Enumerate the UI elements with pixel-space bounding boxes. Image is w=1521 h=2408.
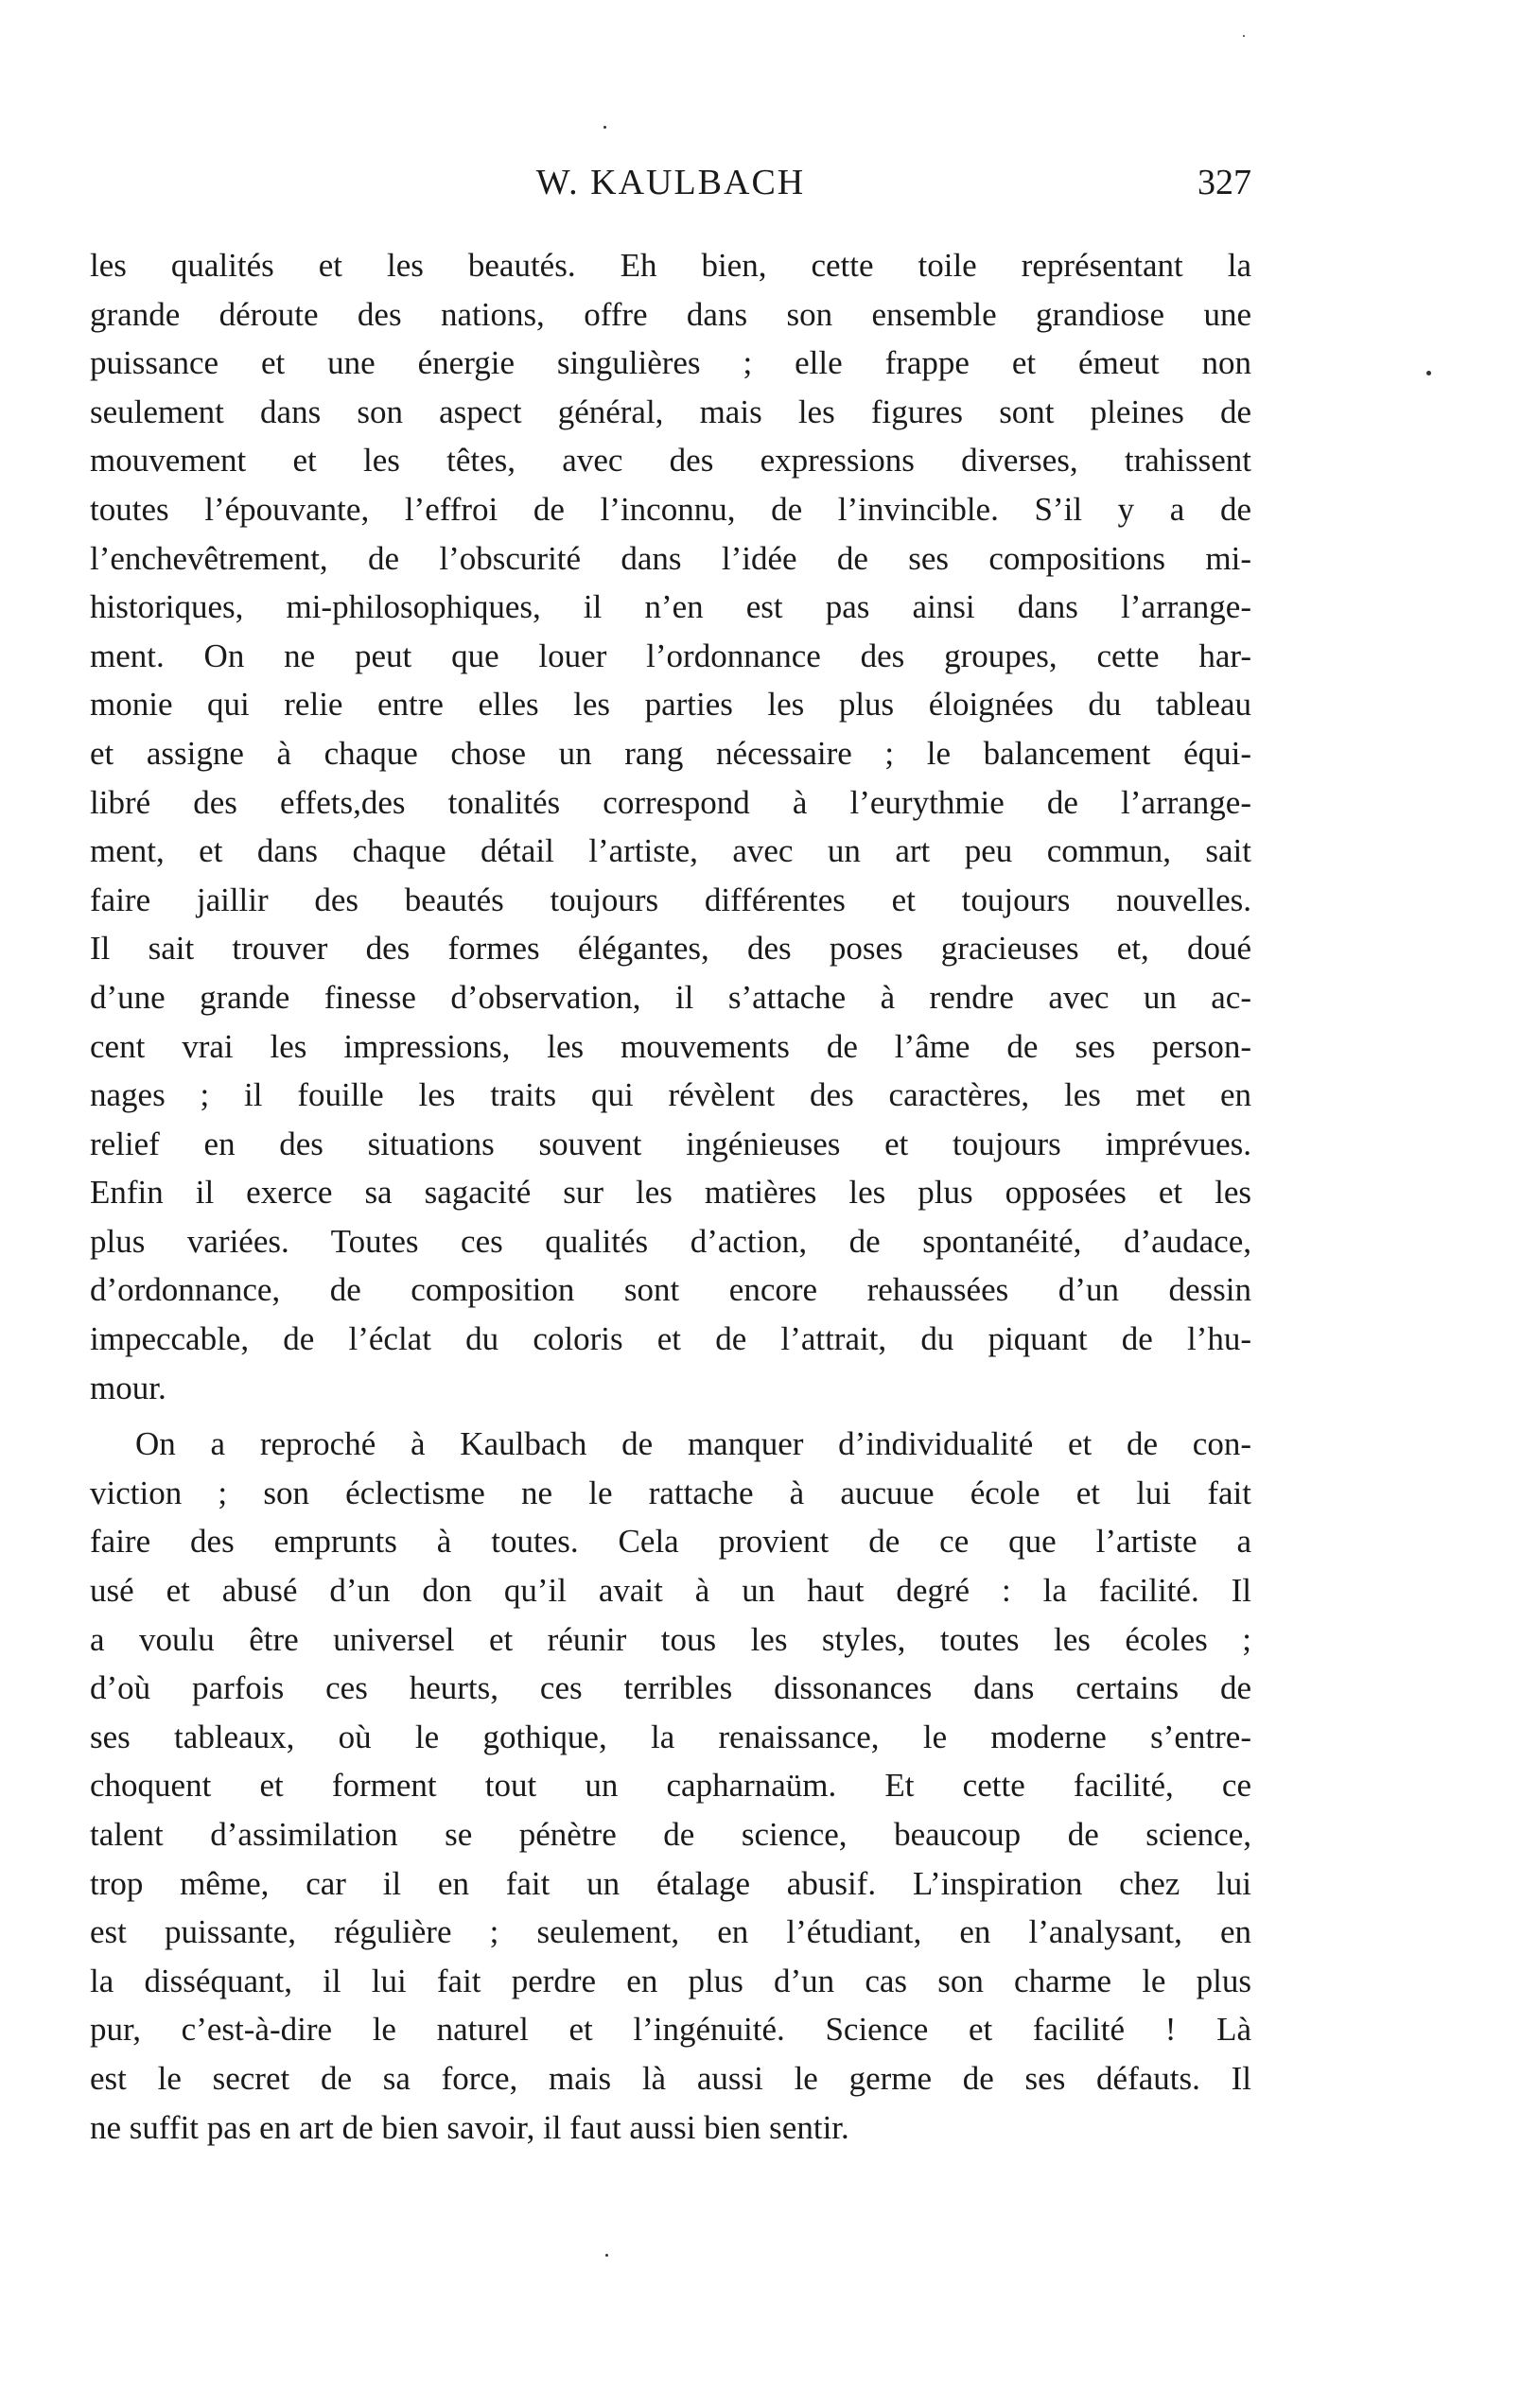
paragraph [90, 1420, 1251, 2152]
text-line: viction ; son éclectisme ne le rattache à aucuue école et lui fait [90, 1474, 1251, 1511]
text-line: plus variées. Toutes ces qualités d’action, de spontanéité, d’audace, [90, 1222, 1251, 1260]
print-speck [605, 2254, 608, 2257]
paragraph-gap [90, 1412, 1251, 1420]
text-line: mour. [90, 1369, 166, 1406]
text-line: trop même, car il en fait un étalage abusif. L’inspiration chez lui [90, 1864, 1251, 1902]
text-line: On a reproché à Kaulbach de manquer d’individualité et de con- [135, 1425, 1251, 1463]
text-line: est le secret de sa force, mais là aussi le germe de ses défauts. Il [90, 2059, 1251, 2097]
text-line: libré des effets,des tonalités correspond à l’eurythmie de l’arrange- [90, 783, 1251, 821]
text-line: est puissante, régulière ; seulement, en l’étudiant, en l’analysant, en [90, 1913, 1251, 1951]
text-line: a voulu être universel et réunir tous les styles, toutes les écoles ; [90, 1620, 1251, 1658]
body-text [90, 241, 1251, 2152]
text-line: Enfin il exerce sa sagacité sur les matières les plus opposées et les [90, 1174, 1251, 1212]
text-line: l’enchevêtrement, de l’obscurité dans l’idée de ses compositions mi- [90, 539, 1251, 577]
text-line: impeccable, de l’éclat du coloris et de l’attrait, du piquant de l’hu- [90, 1320, 1251, 1358]
text-line: faire des emprunts à toutes. Cela provient de ce que l’artiste a [90, 1523, 1251, 1561]
text-line: les qualités et les beautés. Eh bien, cette toile représentant la [90, 247, 1251, 284]
text-line: grande déroute des nations, offre dans son ensemble grandiose une [90, 295, 1251, 333]
text-line: talent d’assimilation se pénètre de science, beaucoup de science, [90, 1816, 1251, 1853]
text-line: d’ordonnance, de composition sont encore rehaussées d’un dessin [90, 1271, 1251, 1309]
text-line: faire jaillir des beautés toujours différentes et toujours nouvelles. [90, 881, 1251, 918]
running-header [90, 159, 1251, 206]
text-line: usé et abusé d’un don qu’il avait à un haut degré : la facilité. Il [90, 1572, 1251, 1610]
text-line: d’une grande finesse d’observation, il s’attache à rendre avec un ac- [90, 978, 1251, 1016]
paragraph [90, 241, 1251, 1412]
text-line: et assigne à chaque chose un rang nécessaire ; le balancement équi- [90, 734, 1251, 772]
text-line: ment, et dans chaque détail l’artiste, avec un art peu commun, sait [90, 832, 1251, 870]
text-line: cent vrai les impressions, les mouvements de l’âme de ses person- [90, 1027, 1251, 1065]
text-line: toutes l’épouvante, l’effroi de l’inconnu, de l’invincible. S’il y a de [90, 490, 1251, 528]
text-line: monie qui relie entre elles les parties les plus éloignées du tableau [90, 686, 1251, 724]
text-line: ses tableaux, où le gothique, la renaissance, le moderne s’entre- [90, 1718, 1251, 1755]
text-line: seulement dans son aspect général, mais les figures sont pleines de [90, 393, 1251, 430]
text-line: Il sait trouver des formes élégantes, des poses gracieuses et, doué [90, 930, 1251, 968]
text-line: ment. On ne peut que louer l’ordonnance des groupes, cette har- [90, 637, 1251, 674]
text-line: mouvement et les têtes, avec des expressions diverses, trahissent [90, 442, 1251, 480]
header-title: W. KAULBACH [535, 163, 806, 202]
text-line: d’où parfois ces heurts, ces terribles dissonances dans certains de [90, 1669, 1251, 1707]
text-line: choquent et forment tout un capharnaüm. Et cette facilité, ce [90, 1767, 1251, 1805]
text-line: la disséquant, il lui fait perdre en plus d’un cas son charme le plus [90, 1962, 1251, 1999]
text-line: pur, c’est-à-dire le naturel et l’ingénuité. Science et facilité ! Là [90, 2011, 1251, 2049]
text-line: nages ; il fouille les traits qui révèlent des caractères, les met en [90, 1076, 1251, 1114]
text-line: historiques, mi-philosophiques, il n’en est pas ainsi dans l’arrange- [90, 588, 1251, 626]
text-line: relief en des situations souvent ingénieuses et toujours imprévues. [90, 1125, 1251, 1162]
print-speck [1243, 35, 1245, 37]
text-line: ne suffit pas en art de bien savoir, il faut aussi bien sentir. [90, 2108, 849, 2146]
print-speck [1426, 371, 1431, 375]
text-line: puissance et une énergie singulières ; elle frappe et émeut non [90, 344, 1251, 382]
print-speck [603, 126, 606, 129]
page-number: 327 [1198, 163, 1251, 202]
